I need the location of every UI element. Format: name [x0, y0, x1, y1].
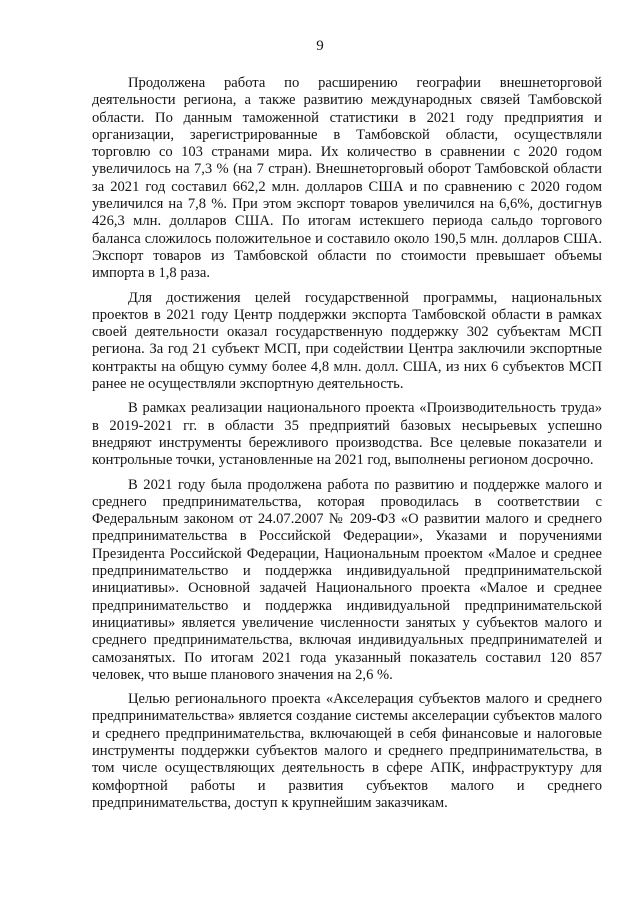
paragraph-sme-development: В 2021 году была продолжена работа по развитию и поддержке малого и среднего предпринимательства, которая проводилась в соответствии с Федеральным законом от 24.07.2007 № 209-ФЗ «О развитии малого и среднего предпринимательства в Российской Федерации», Указами и поручениями Президента Российской Федерации, Национальным проектом «Малое и среднее предпринимательство и поддержка индивидуальной предпринимательской инициативы». Основной задачей Национального проекта «Малое и среднее предпринимательство и поддержка индивидуальной предпринимательской инициативы» является увеличение численности занятых у субъектов малого и среднего предпринимательства, включая индивидуальных предпринимателей и самозанятых. По итогам 2021 года указанный показатель составил 120 857 человек, что выше планового значения на 2,6 %. — [92, 476, 602, 683]
paragraph-sme-acceleration: Целью регионального проекта «Акселерация субъектов малого и среднего предпринимательства» является создание системы акселерации субъектов малого и среднего предпринимательства, включающей в себя финансовые и налоговые инструменты поддержки субъектов малого и среднего предпринимательства, в том числе осуществляющих деятельность в сфере АПК, инфраструктуру для комфортной работы и развития субъектов малого и среднего предпринимательства, доступ к крупнейшим заказчикам. — [92, 691, 602, 811]
page-number: 9 — [316, 38, 324, 54]
paragraph-foreign-trade: Продолжена работа по расширению географии внешнеторговой деятельности региона, а также развитию международных связей Тамбовской области. По данным таможенной статистики в 2021 году предприятия и организации, зарегистрированные в Тамбовской области, осуществляли торговлю со 103 странами мира. Их количество в сравнении с 2020 годом увеличилось на 7,3 % (на 7 стран). Внешнеторговый оборот Тамбовской области за 2021 год составил 662,2 млн. долларов США и по сравнению с 2020 годом увеличился на 7,8 %. При этом экспорт товаров увеличился на 6,6%, достигнув 426,3 млн. долларов США. По итогам истекшего периода сальдо торгового баланса сложилось положительное и составило около 190,5 млн. долларов США. Экспорт товаров из Тамбовской области по стоимости превышает объемы импорта в 1,8 раза. — [92, 75, 602, 282]
paragraph-productivity: В рамках реализации национального проекта «Производительность труда» в 2019-2021 гг. в области 35 предприятий базовых несырьевых успешно внедряют инструменты бережливого производства. Все целевые показатели и контрольные точки, установленные на 2021 год, выполнены регионом досрочно. — [92, 400, 602, 469]
paragraph-export-support: Для достижения целей государственной программы, национальных проектов в 2021 году Центр поддержки экспорта Тамбовской области в рамках своей деятельности оказал государственную поддержку 302 субъектам МСП региона. За год 21 субъект МСП, при содействии Центра заключили экспортные контракты на общую сумму более 4,8 млн. долл. США, из них 6 субъектов МСП ранее не осуществляли экспортную деятельность. — [92, 289, 602, 393]
document-body — [92, 75, 602, 812]
